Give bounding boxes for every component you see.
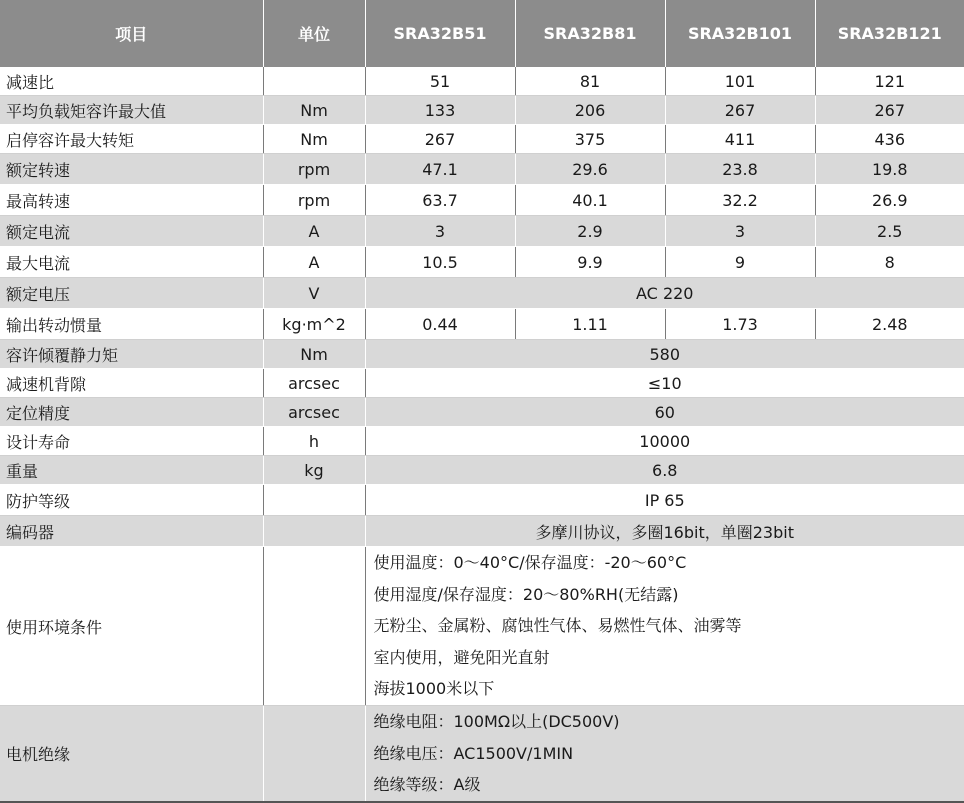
- row-value: 411: [665, 125, 815, 154]
- table-row: [0, 398, 964, 427]
- row-name: 容许倾覆静力矩: [0, 340, 263, 369]
- table-row: [0, 247, 964, 278]
- row-name: 额定电流: [0, 216, 263, 247]
- row-name: 定位精度: [0, 398, 263, 427]
- row-value-merged: IP 65: [365, 485, 964, 516]
- header-model: SRA32B121: [815, 0, 964, 67]
- row-value: 1.73: [665, 309, 815, 340]
- table-row: [0, 485, 964, 516]
- row-value: 436: [815, 125, 964, 154]
- row-value: 0.44: [365, 309, 515, 340]
- row-name: 平均负载矩容许最大值: [0, 96, 263, 125]
- row-value: 133: [365, 96, 515, 125]
- row-value: 32.2: [665, 185, 815, 216]
- row-value: 40.1: [515, 185, 665, 216]
- row-name: 减速机背隙: [0, 369, 263, 398]
- row-value: 29.6: [515, 154, 665, 185]
- row-name: 输出转动惯量: [0, 309, 263, 340]
- row-value: 63.7: [365, 185, 515, 216]
- row-value-merged: AC 220: [365, 278, 964, 309]
- row-value: 3: [665, 216, 815, 247]
- row-name: 额定电压: [0, 278, 263, 309]
- table-row: [0, 369, 964, 398]
- row-value-merged: 多摩川协议，多圈16bit，单圈23bit: [365, 516, 964, 547]
- row-unit: [263, 485, 365, 516]
- row-value: 8: [815, 247, 964, 278]
- row-name: 最高转速: [0, 185, 263, 216]
- row-value: 47.1: [365, 154, 515, 185]
- header-model: SRA32B101: [665, 0, 815, 67]
- row-unit: [263, 706, 365, 802]
- row-value: 267: [815, 96, 964, 125]
- row-value: 9.9: [515, 247, 665, 278]
- row-value: 101: [665, 67, 815, 96]
- row-unit: kg·m^2: [263, 309, 365, 340]
- header-model: SRA32B51: [365, 0, 515, 67]
- table-row: [0, 309, 964, 340]
- row-unit: V: [263, 278, 365, 309]
- environment-line: 使用湿度/保存湿度：20～80%RH(无结露): [374, 579, 964, 611]
- row-unit: Nm: [263, 125, 365, 154]
- insulation-line: 绝缘电压：AC1500V/1MIN: [374, 738, 964, 770]
- table-row: [0, 278, 964, 309]
- row-unit: [263, 67, 365, 96]
- row-name: 重量: [0, 456, 263, 485]
- row-name: 使用环境条件: [0, 547, 263, 706]
- row-value: 9: [665, 247, 815, 278]
- table-row: [0, 427, 964, 456]
- row-value-merged: 10000: [365, 427, 964, 456]
- row-value: 3: [365, 216, 515, 247]
- row-name: 最大电流: [0, 247, 263, 278]
- environment-line: 海拔1000米以下: [374, 673, 964, 705]
- row-value-merged: 60: [365, 398, 964, 427]
- insulation-line: 绝缘电阻：100MΩ以上(DC500V): [374, 706, 964, 738]
- row-name: 电机绝缘: [0, 706, 263, 802]
- row-unit: A: [263, 247, 365, 278]
- environment-line: 无粉尘、金属粉、腐蚀性气体、易燃性气体、油雾等: [374, 610, 964, 642]
- row-value: 81: [515, 67, 665, 96]
- row-value: 121: [815, 67, 964, 96]
- table-row: [0, 216, 964, 247]
- table-row: [0, 185, 964, 216]
- row-value: 1.11: [515, 309, 665, 340]
- header-row: [0, 0, 964, 67]
- row-name: 减速比: [0, 67, 263, 96]
- row-value-merged: ≤10: [365, 369, 964, 398]
- row-unit: [263, 547, 365, 706]
- row-unit: rpm: [263, 154, 365, 185]
- row-unit: [263, 516, 365, 547]
- header-item: 项目: [0, 0, 263, 67]
- insulation-row: [0, 706, 964, 802]
- insulation-specs: [365, 706, 964, 802]
- table-row: [0, 340, 964, 369]
- row-unit: Nm: [263, 96, 365, 125]
- table-row: [0, 67, 964, 96]
- insulation-line: 绝缘等级：A级: [374, 769, 964, 801]
- row-unit: kg: [263, 456, 365, 485]
- environment-row: [0, 547, 964, 706]
- row-value: 19.8: [815, 154, 964, 185]
- row-value: 2.5: [815, 216, 964, 247]
- row-value: 267: [365, 125, 515, 154]
- row-value: 26.9: [815, 185, 964, 216]
- row-unit: arcsec: [263, 398, 365, 427]
- row-value: 2.9: [515, 216, 665, 247]
- row-value: 206: [515, 96, 665, 125]
- row-value: 267: [665, 96, 815, 125]
- row-unit: rpm: [263, 185, 365, 216]
- table-row: [0, 516, 964, 547]
- table-row: [0, 125, 964, 154]
- row-value: 2.48: [815, 309, 964, 340]
- table-row: [0, 96, 964, 125]
- row-value-merged: 6.8: [365, 456, 964, 485]
- row-value: 51: [365, 67, 515, 96]
- environment-line: 室内使用，避免阳光直射: [374, 642, 964, 674]
- row-value: 10.5: [365, 247, 515, 278]
- row-value: 23.8: [665, 154, 815, 185]
- row-name: 启停容许最大转矩: [0, 125, 263, 154]
- row-unit: arcsec: [263, 369, 365, 398]
- row-value: 375: [515, 125, 665, 154]
- row-name: 设计寿命: [0, 427, 263, 456]
- row-unit: h: [263, 427, 365, 456]
- environment-conditions: [365, 547, 964, 706]
- row-unit: Nm: [263, 340, 365, 369]
- table-row: [0, 154, 964, 185]
- table-row: [0, 456, 964, 485]
- row-value-merged: 580: [365, 340, 964, 369]
- row-unit: A: [263, 216, 365, 247]
- row-name: 额定转速: [0, 154, 263, 185]
- row-name: 防护等级: [0, 485, 263, 516]
- header-unit: 单位: [263, 0, 365, 67]
- environment-line: 使用温度：0～40°C/保存温度：-20～60°C: [374, 547, 964, 579]
- header-model: SRA32B81: [515, 0, 665, 67]
- row-name: 编码器: [0, 516, 263, 547]
